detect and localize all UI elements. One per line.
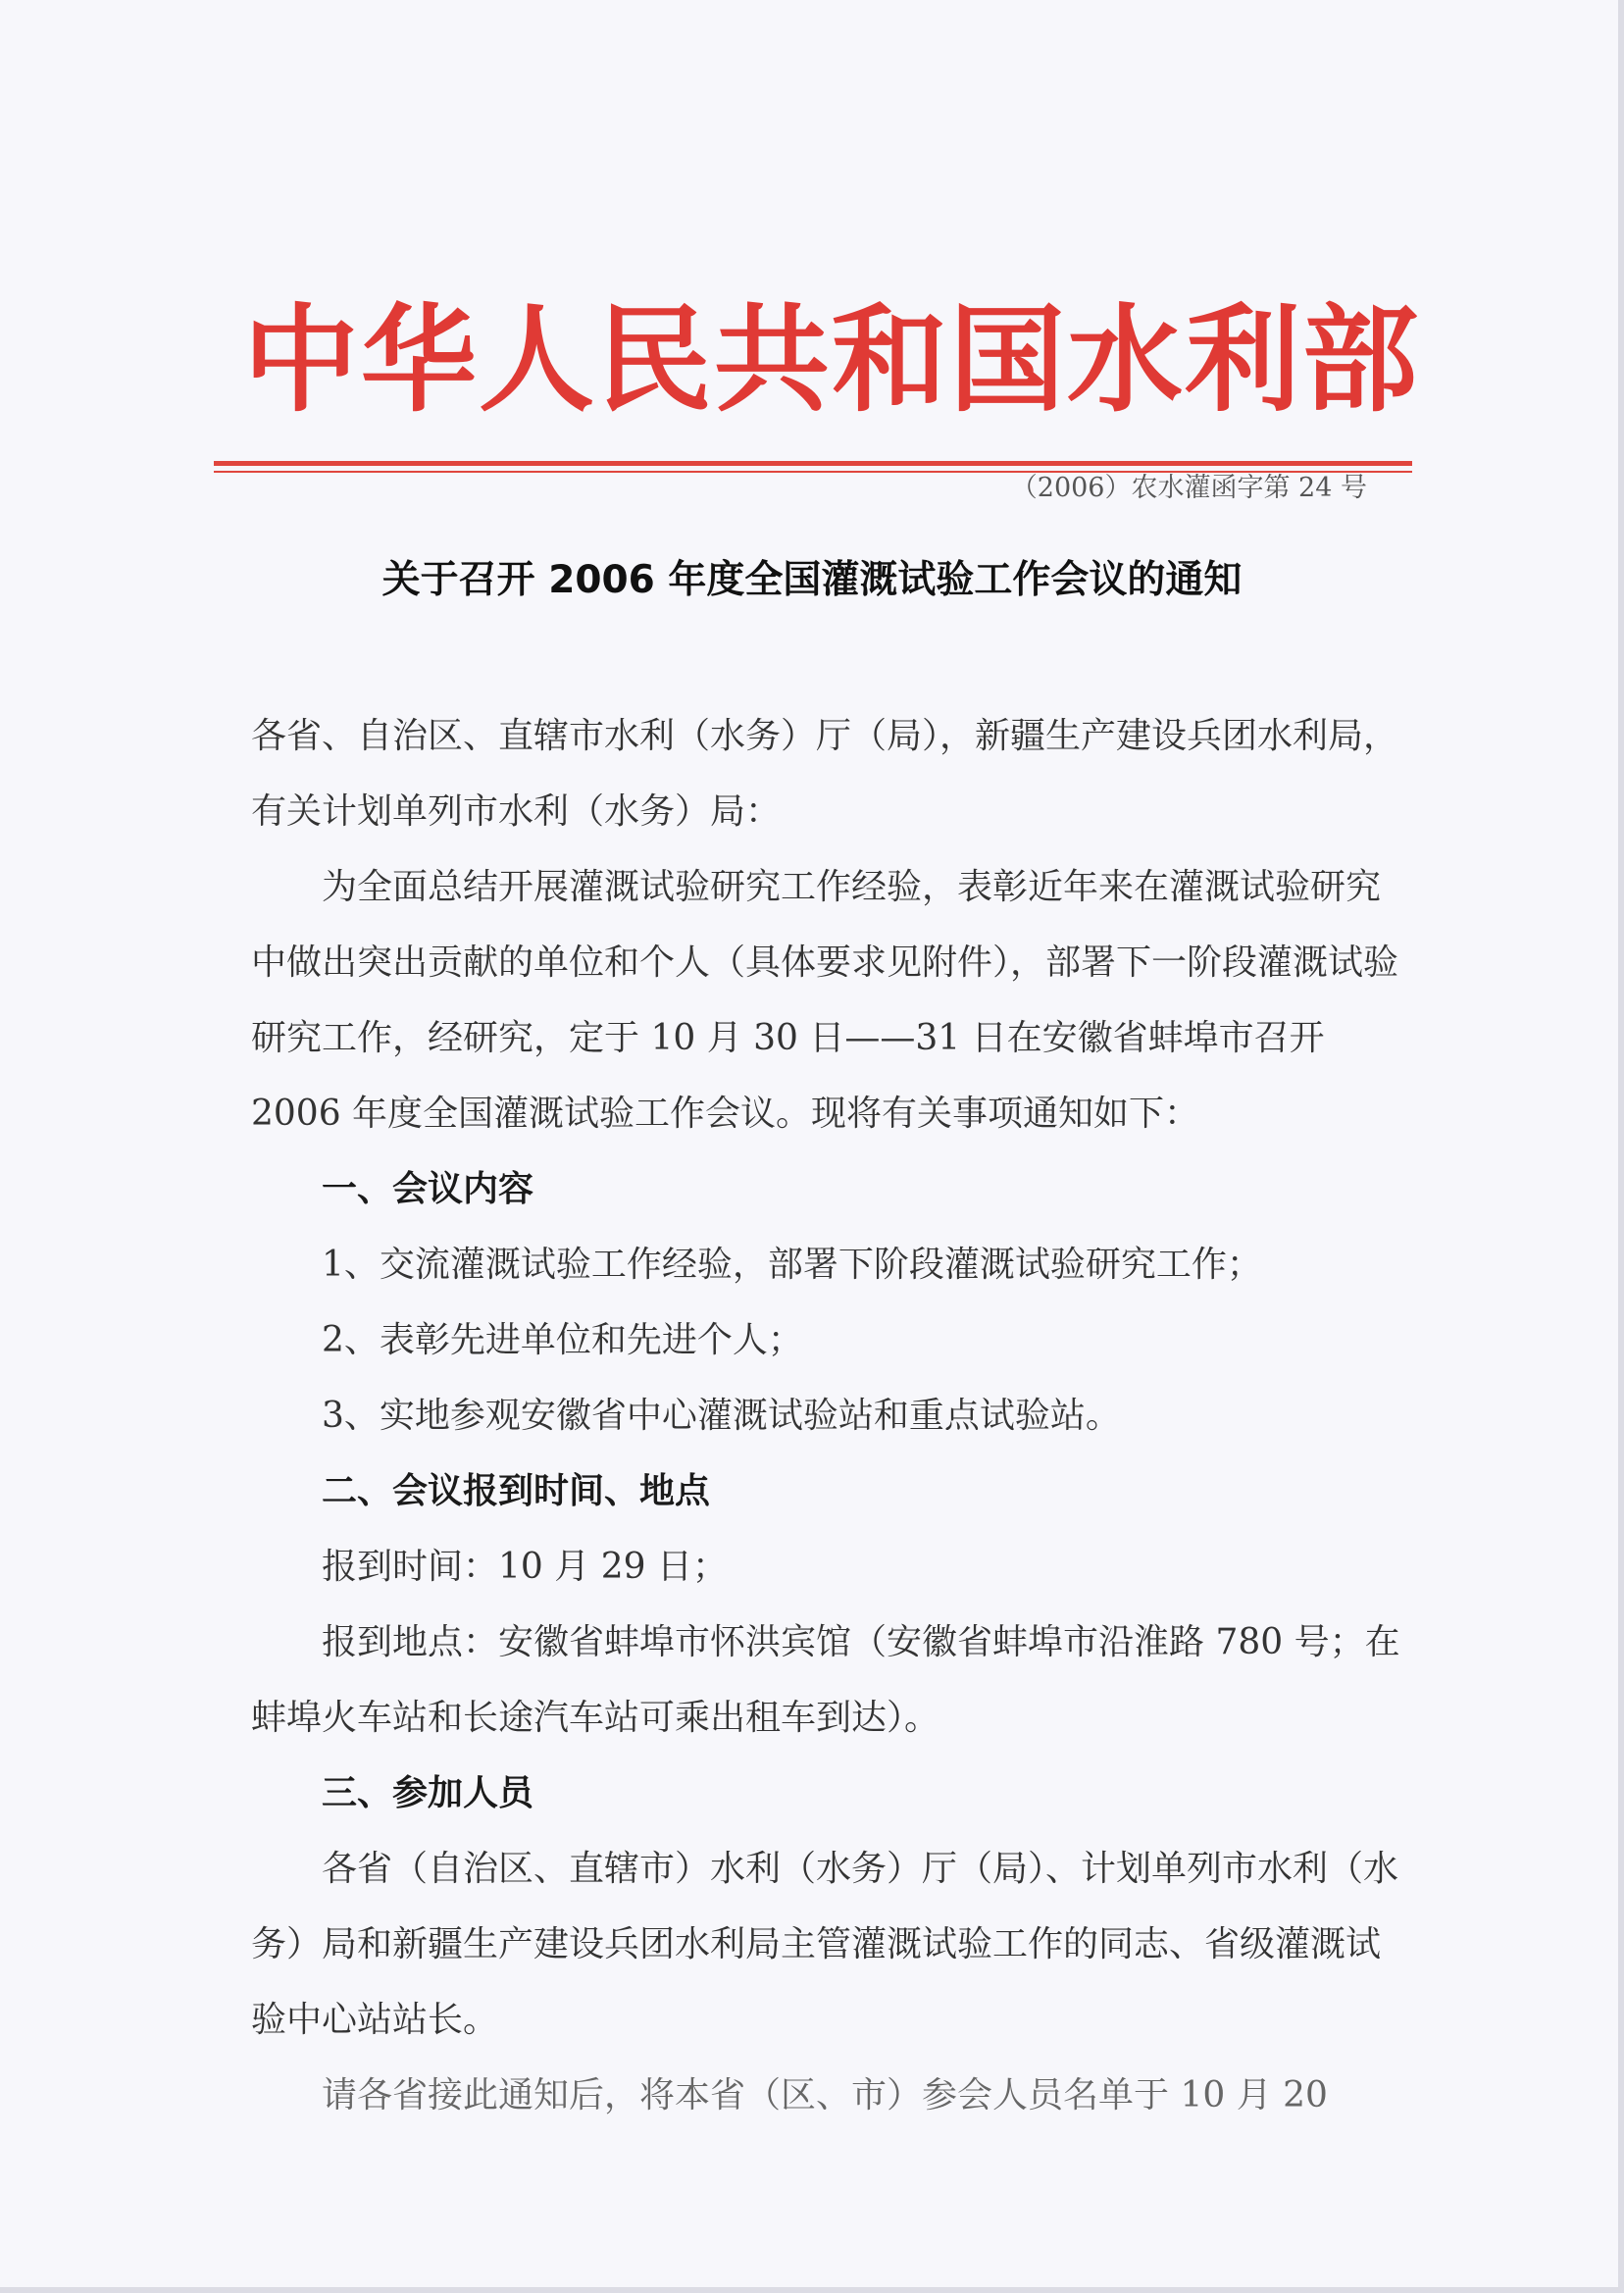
- red-divider-thick: [214, 461, 1412, 466]
- section-heading-2: 二、会议报到时间、地点: [322, 1471, 711, 1511]
- document-title: 关于召开 2006 年度全国灌溉试验工作会议的通知: [381, 558, 1243, 602]
- checkin-place: 报到地点：安徽省蚌埠市怀洪宾馆（安徽省蚌埠市沿淮路 780 号；在蚌埠火车站和长途汽车站可乘出租车到达）。: [251, 1622, 1400, 1738]
- participants-paragraph: 各省（自治区、直辖市）水利（水务）厅（局）、计划单列市水利（水务）局和新疆生产建设兵团水利局主管灌溉试验工作的同志、省级灌溉试验中心站站长。: [251, 1849, 1399, 2040]
- list-item: 2、表彰先进单位和先进个人；: [322, 1320, 803, 1360]
- intro-paragraph: 为全面总结开展灌溉试验研究工作经验，表彰近年来在灌溉试验研究中做出突出贡献的单位和个人（具体要求见附件），部署下一阶段灌溉试验研究工作，经研究，定于 10 月 30 日——31 日在安徽省蚌埠市召开 2006 年度全国灌溉试验工作会议。现将有关事项通知如下：: [251, 867, 1399, 1134]
- request-paragraph: 请各省接此通知后，将本省（区、市）参会人员名单于 10 月 20: [322, 2075, 1328, 2115]
- section-heading-1: 一、会议内容: [322, 1169, 534, 1209]
- salutation: 各省、自治区、直辖市水利（水务）厅（局），新疆生产建设兵团水利局，有关计划单列市水利（水务）局：: [251, 716, 1399, 832]
- list-item: 3、实地参观安徽省中心灌溉试验站和重点试验站。: [322, 1396, 1121, 1436]
- document-number: （2006）农水灌函字第 24 号: [1010, 473, 1367, 503]
- list-item: 1、交流灌溉试验工作经验，部署下阶段灌溉试验研究工作；: [322, 1245, 1262, 1285]
- document-body: [251, 698, 1408, 2133]
- checkin-time: 报到时间：10 月 29 日；: [322, 1547, 728, 1587]
- issuer-letterhead: 中华人民共和国水利部: [243, 291, 1421, 428]
- section-heading-3: 三、参加人员: [322, 1773, 534, 1813]
